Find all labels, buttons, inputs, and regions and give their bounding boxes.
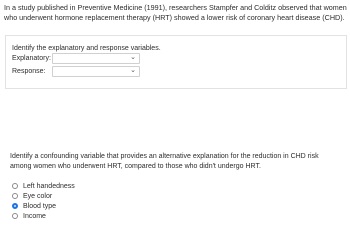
option-income[interactable] [12, 211, 75, 221]
response-select[interactable] [52, 66, 140, 77]
variables-prompt: Identify the explanatory and response variables. [12, 45, 161, 52]
response-label: Response: [12, 68, 46, 75]
explanatory-select[interactable] [52, 53, 140, 64]
radio-button[interactable] [12, 213, 18, 219]
option-blood-type[interactable] [12, 201, 75, 211]
radio-button[interactable] [12, 193, 18, 199]
intro-paragraph: In a study published in Preventive Medicine (1991), researchers Stampfer and Colditz observed that women who underwent hormone replacement therapy (HRT) showed a lower risk of coronary heart disease (CHD). [4, 3, 347, 22]
chevron-down-icon: ⌄ [130, 54, 136, 61]
variables-panel [5, 35, 347, 89]
option-label: Eye color [23, 192, 53, 200]
explanatory-row [12, 53, 140, 64]
confounding-prompt: Identify a confounding variable that provides an alternative explanation for the reduction in CHD risk among women who underwent HRT, compared to those who didn't undergo HRT. [10, 153, 319, 170]
chevron-down-icon: ⌄ [130, 67, 136, 74]
radio-button-selected[interactable] [12, 203, 18, 209]
option-eye-color[interactable] [12, 191, 75, 201]
confounding-options [12, 181, 75, 221]
option-label: Left handedness [23, 182, 75, 190]
option-label: Income [23, 212, 46, 220]
option-left-handedness[interactable] [12, 181, 75, 191]
option-label: Blood type [23, 202, 57, 210]
radio-button[interactable] [12, 183, 18, 189]
response-row [12, 66, 140, 77]
explanatory-label: Explanatory: [12, 55, 51, 62]
